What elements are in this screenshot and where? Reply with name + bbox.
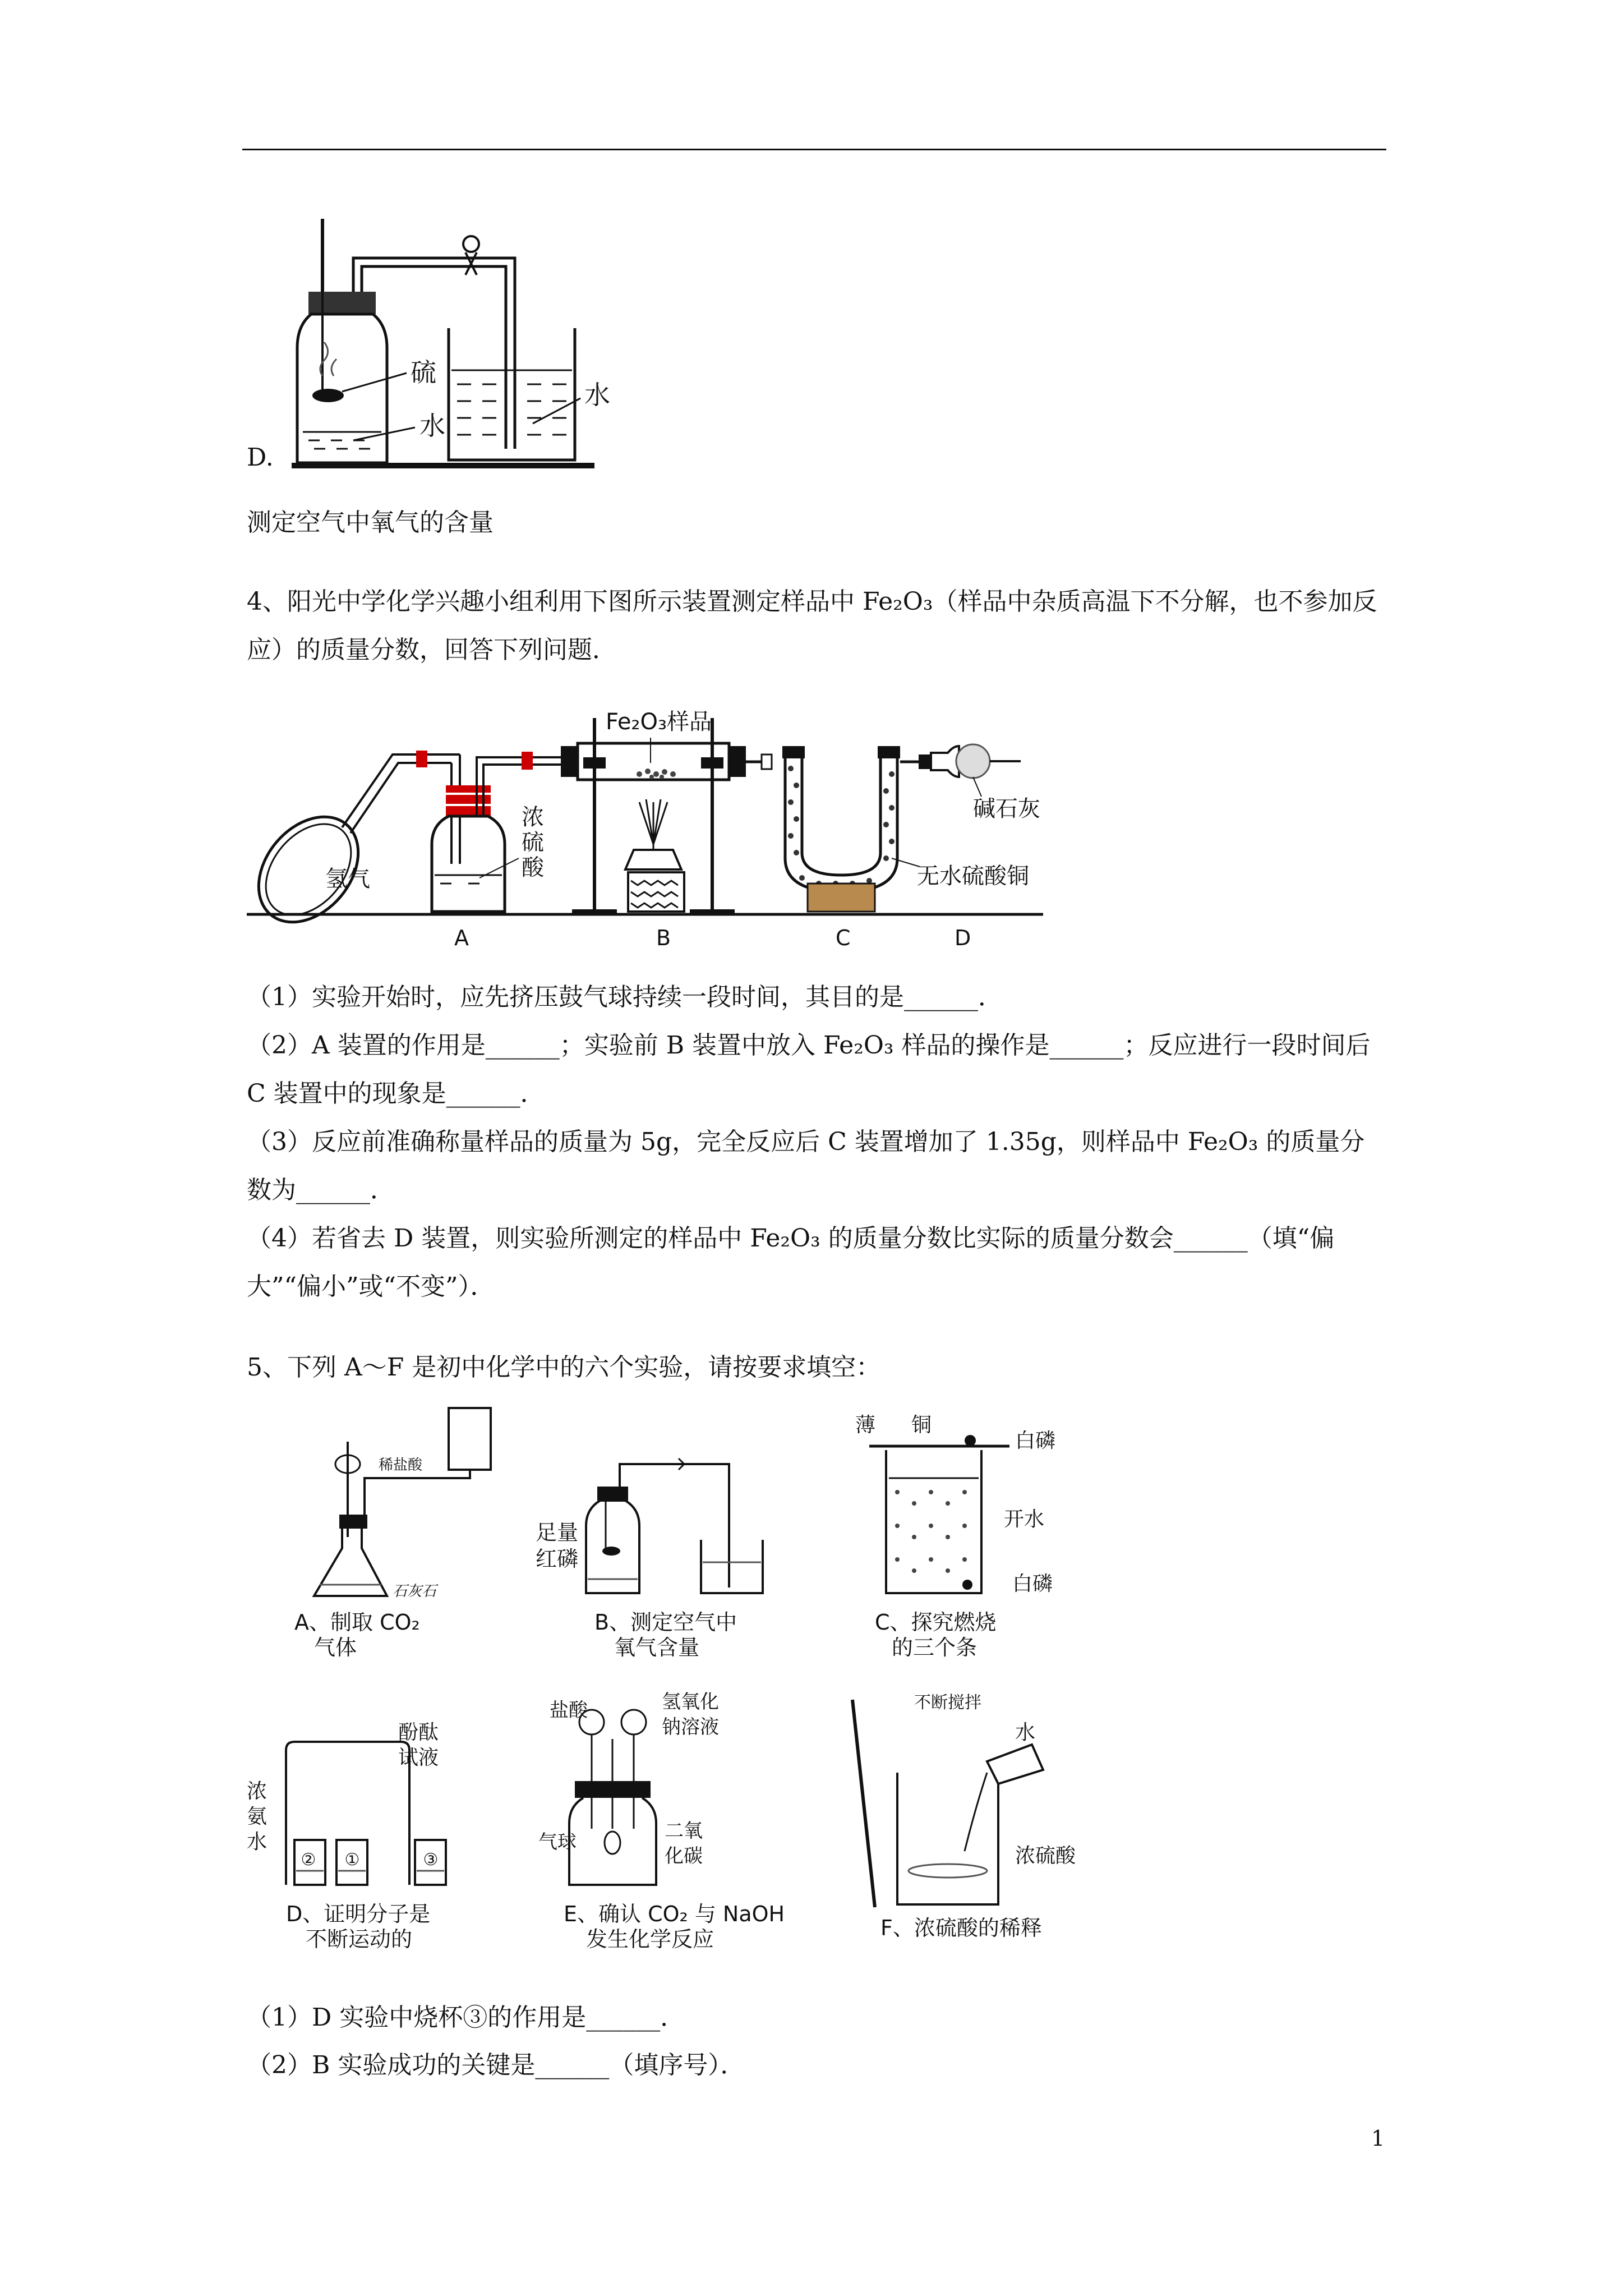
q4-sub3: （3）反应前准确称量样品的质量为 5g，完全反应后 C 装置增加了 1.35g，则样品中 Fe₂O₃ 的质量分数为______． bbox=[247, 1128, 1365, 1204]
a-cap1: A、制取 CO₂ bbox=[294, 1610, 420, 1635]
e-co2-1: 二氧 bbox=[665, 1820, 703, 1842]
d-cap1: D、证明分子是 bbox=[286, 1902, 431, 1926]
a-stone: 石灰石 bbox=[393, 1583, 437, 1600]
f-cap: F、浓硫酸的稀释 bbox=[880, 1916, 1042, 1940]
q5-stem: 5、下列 A～F 是初中化学中的六个实验，请按要求填空： bbox=[247, 1353, 881, 1382]
e-cap1: E、确认 CO₂ 与 NaOH bbox=[564, 1902, 785, 1926]
b-cap2: 氧气含量 bbox=[614, 1635, 700, 1660]
b-lbl1: 足量 bbox=[536, 1520, 579, 1545]
b-cap1: B、测定空气中 bbox=[594, 1610, 737, 1635]
a-cap2: 气体 bbox=[314, 1635, 357, 1660]
exp-a bbox=[294, 1408, 491, 1660]
q4-sub2: （2）A 装置的作用是______；实验前 B 装置中放入 Fe₂O₃ 样品的操作是______；反应进行一段时间后 C 装置中的现象是______． bbox=[247, 1031, 1371, 1108]
q5-figure-six-experiments bbox=[236, 1402, 1133, 1980]
bottle-stopper bbox=[308, 292, 376, 314]
b-lbl2: 红磷 bbox=[536, 1547, 579, 1571]
d-phen1: 酚酞 bbox=[398, 1721, 439, 1744]
f-acid: 浓硫酸 bbox=[1015, 1844, 1076, 1867]
q3-caption: 测定空气中氧气的含量 bbox=[247, 508, 494, 537]
e-co2-2: 化碳 bbox=[665, 1845, 703, 1867]
exp-b bbox=[536, 1458, 763, 1660]
label-water-beaker: 水 bbox=[584, 380, 610, 410]
soda-lime-tube bbox=[956, 744, 990, 778]
q5-sub1: （1）D 实验中烧杯③的作用是______． bbox=[247, 2003, 685, 2032]
q4-stem: 4、阳光中学化学兴趣小组利用下图所示装置测定样品中 Fe₂O₃（样品中杂质高温下不分解，也不参加反应）的质量分数，回答下列问题． bbox=[247, 587, 1377, 664]
e-naoh2: 钠溶液 bbox=[662, 1716, 719, 1738]
e-hcl: 盐酸 bbox=[550, 1699, 588, 1722]
exp-d bbox=[247, 1721, 446, 1952]
label-hydrogen: 氢气 bbox=[325, 866, 370, 892]
q4-sub4: （4）若省去 D 装置，则实验所测定的样品中 Fe₂O₃ 的质量分数比实际的质量分数会______（填“偏大”“偏小”或“不变”）． bbox=[247, 1224, 1335, 1301]
e-balloon: 气球 bbox=[538, 1831, 577, 1853]
bottle-a bbox=[432, 816, 505, 912]
q3-figure-oxygen-measure bbox=[280, 213, 639, 477]
q3-option-letter: D. bbox=[247, 443, 274, 472]
page-number: 1 bbox=[1371, 2126, 1385, 2151]
e-cap2: 发生化学反应 bbox=[586, 1927, 714, 1952]
d-amm3: 水 bbox=[247, 1830, 268, 1853]
label-conc-3: 酸 bbox=[522, 855, 544, 881]
d-b2: ② bbox=[301, 1850, 316, 1870]
c-wp-top: 白磷 bbox=[1015, 1429, 1056, 1452]
d-b3: ③ bbox=[423, 1850, 439, 1870]
d-cap2: 不断运动的 bbox=[306, 1927, 413, 1952]
c-cap1: C、探究燃烧 bbox=[875, 1610, 997, 1635]
exp-c bbox=[855, 1414, 1055, 1660]
q5-sub2: （2）B 实验成功的关键是______（填序号）． bbox=[247, 2051, 745, 2079]
letter-a: A bbox=[454, 926, 469, 950]
exp-e bbox=[538, 1691, 785, 1952]
beaker bbox=[449, 328, 575, 460]
label-sulfur: 硫 bbox=[411, 357, 436, 388]
label-soda-lime: 碱石灰 bbox=[973, 796, 1040, 822]
a-acid: 稀盐酸 bbox=[379, 1457, 423, 1474]
label-fe2o3-sample: Fe₂O₃样品 bbox=[606, 709, 712, 735]
d-amm1: 浓 bbox=[247, 1780, 268, 1803]
letter-b: B bbox=[656, 926, 671, 950]
wood-block bbox=[808, 884, 875, 912]
label-conc-1: 浓 bbox=[522, 804, 544, 830]
header-rule bbox=[242, 149, 1386, 150]
label-conc-2: 硫 bbox=[522, 830, 544, 855]
q4-sub1: （1）实验开始时，应先挤压鼓气球持续一段时间，其目的是______． bbox=[247, 983, 1003, 1011]
f-stir: 不断搅拌 bbox=[914, 1693, 981, 1713]
c-wp-bottom: 白磷 bbox=[1012, 1572, 1053, 1595]
e-naoh1: 氢氧化 bbox=[662, 1691, 719, 1713]
label-anhydrous-cuso4: 无水硫酸铜 bbox=[917, 863, 1029, 889]
q4-figure-apparatus bbox=[247, 690, 1054, 954]
label-water-bottle: 水 bbox=[419, 411, 445, 441]
d-phen2: 试液 bbox=[398, 1746, 439, 1769]
c-thin: 薄 bbox=[855, 1414, 876, 1437]
letter-d: D bbox=[955, 926, 971, 950]
c-cap2: 的三个条 bbox=[892, 1635, 978, 1660]
c-copper: 铜 bbox=[911, 1414, 932, 1437]
c-hot-water: 开水 bbox=[1004, 1508, 1045, 1531]
letter-c: C bbox=[836, 926, 851, 950]
d-amm2: 氨 bbox=[247, 1805, 268, 1828]
exp-f bbox=[852, 1693, 1076, 1940]
d-b1: ① bbox=[344, 1850, 360, 1870]
f-water: 水 bbox=[1015, 1721, 1036, 1744]
